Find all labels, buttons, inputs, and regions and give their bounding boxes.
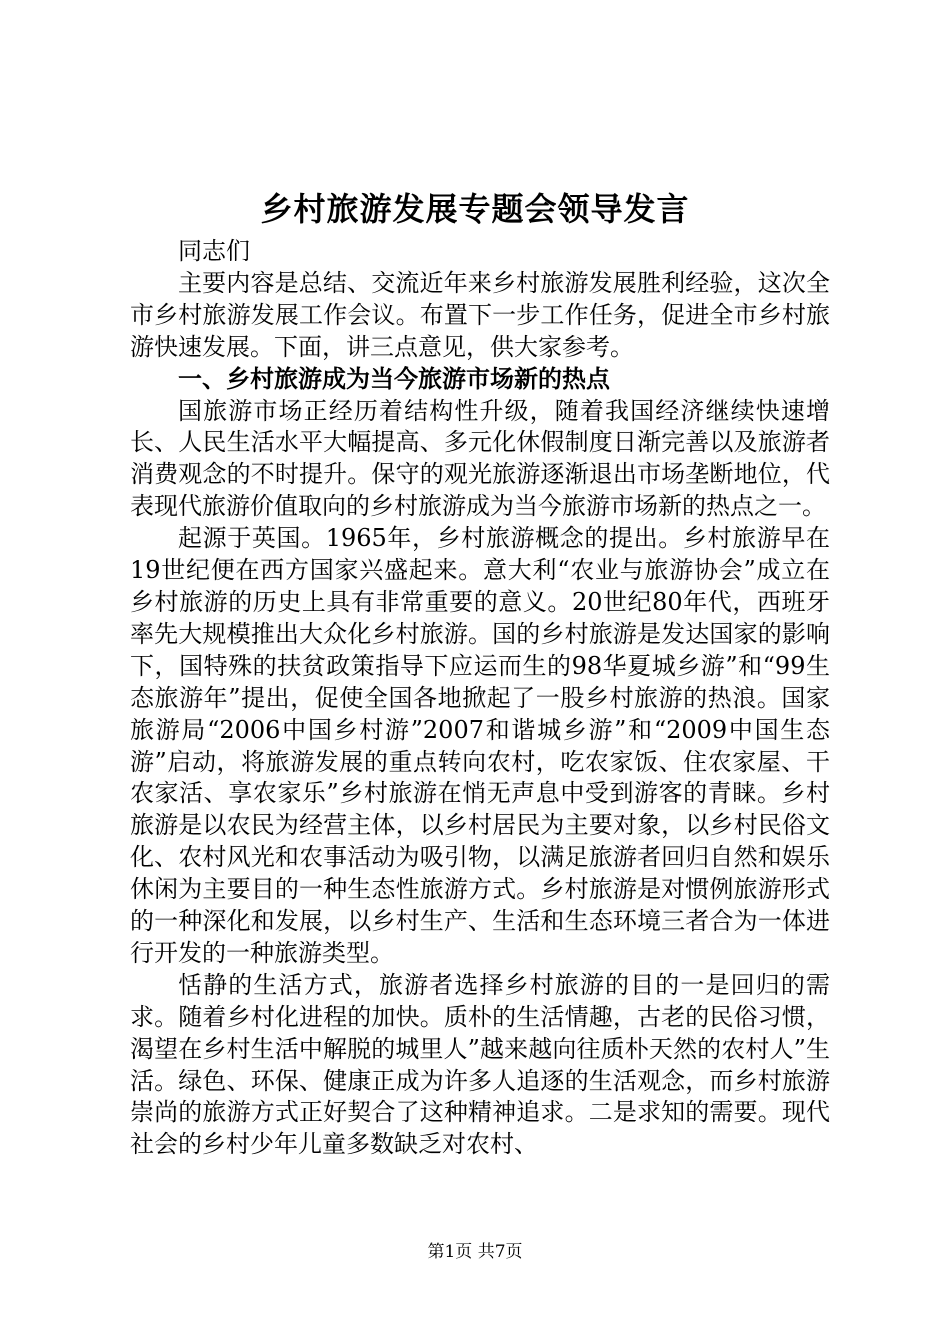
body-text (130, 236, 830, 1161)
greeting-paragraph: 同志们 (178, 237, 250, 265)
body-paragraph: 起源于英国。1965年，乡村旅游概念的提出。乡村旅游早在19世纪便在西方国家兴盛起来。意大利“农业与旅游协会”成立在乡村旅游的历史上具有非常重要的意义。20世纪80年代，西班牙率先大规模推出大众化乡村旅游。国的乡村旅游是发达国家的影响下，国特殊的扶贫政策指导下应运而生的98华夏城乡游”和“99生态旅游年”提出，促使全国各地掀起了一股乡村旅游的热浪。国家旅游局“2006中国乡村游”2007和谐城乡游”和“2009中国生态游”启动，将旅游发展的重点转向农村，吃农家饭、住农家屋、干农家活、享农家乐”乡村旅游在悄无声息中受到游客的青睐。乡村旅游是以农民为经营主体，以乡村居民为主要对象，以乡村民俗文化、农村风光和农事活动为吸引物，以满足旅游者回归自然和娱乐休闲为主要目的一种生态性旅游方式。乡村旅游是对惯例旅游形式的一种深化和发展，以乡村生产、生活和生态环境三者合为一体进行开发的一种旅游类型。 (130, 524, 830, 967)
section-heading: 一、乡村旅游成为当今旅游市场新的热点 (178, 364, 610, 393)
body-paragraph: 恬静的生活方式，旅游者选择乡村旅游的目的一是回归的需求。随着乡村化进程的加快。质朴的生活情趣，古老的民俗习惯，渴望在乡村生活中解脱的城里人”越来越向往质朴天然的农村人”生活。绿色、环保、健康正成为许多人追逐的生活观念，而乡村旅游崇尚的旅游方式正好契合了这种精神追求。二是求知的需要。现代社会的乡村少年儿童多数缺乏对农村、 (130, 970, 830, 1159)
page-footer: 第1页 共7页 (427, 1242, 523, 1262)
body-paragraph: 国旅游市场正经历着结构性升级，随着我国经济继续快速增长、人民生活水平大幅提高、多元化休假制度日渐完善以及旅游者消费观念的不时提升。保守的观光旅游逐渐退出市场垄断地位，代表现代旅游价值取向的乡村旅游成为当今旅游市场新的热点之一。 (130, 396, 830, 521)
intro-paragraph: 主要内容是总结、交流近年来乡村旅游发展胜利经验，这次全市乡村旅游发展工作会议。布置下一步工作任务，促进全市乡村旅游快速发展。下面，讲三点意见，供大家参考。 (130, 268, 830, 361)
page-title: 乡村旅游发展专题会领导发言 (260, 190, 690, 228)
